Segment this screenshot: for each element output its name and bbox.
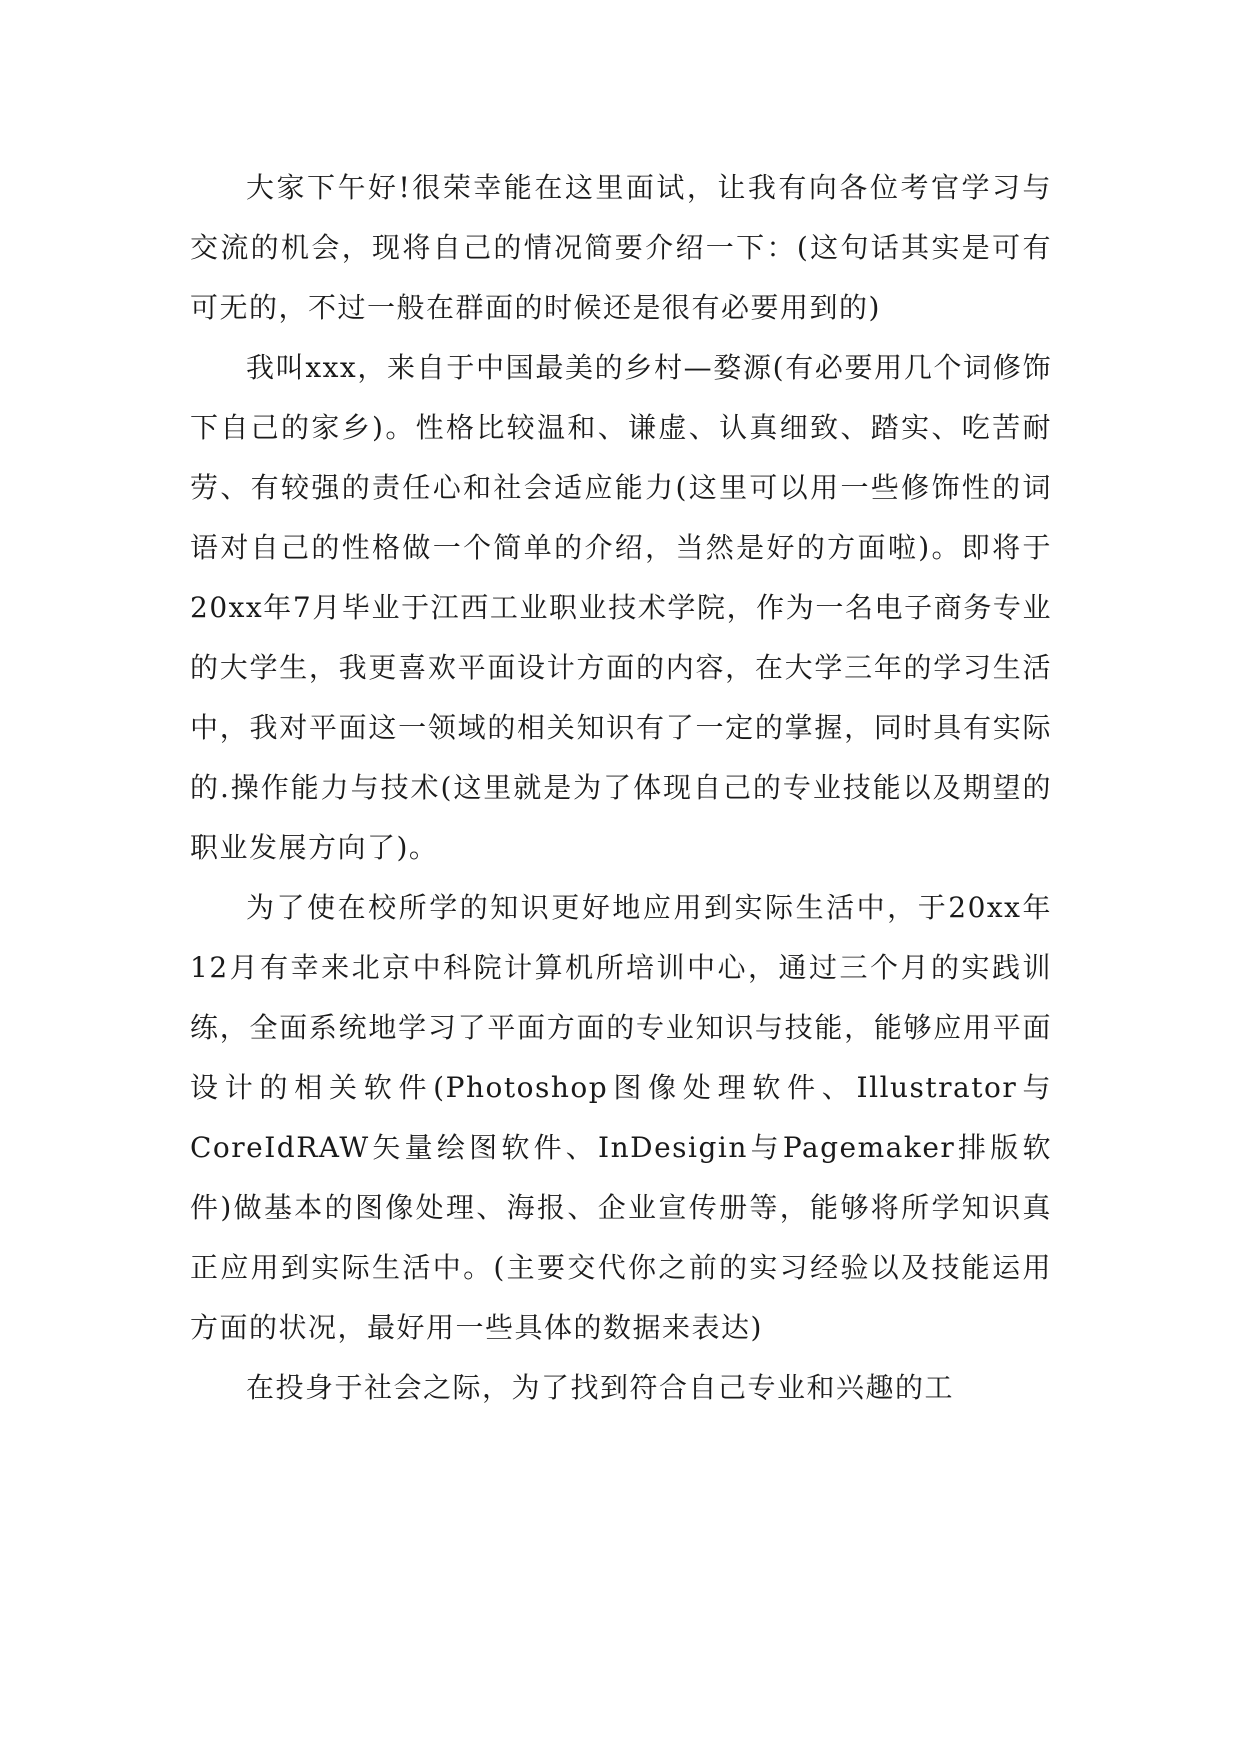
paragraph-self-introduction: 我叫xxx，来自于中国最美的乡村—婺源(有必要用几个词修饰下自己的家乡)。性格比较温和、谦虚、认真细致、踏实、吃苦耐劳、有较强的责任心和社会适应能力(这里可以用一些修饰性的词语对自己的性格做一个简单的介绍，当然是好的方面啦)。即将于20xx年7月毕业于江西工业职业技术学院，作为一名电子商务专业的大学生，我更喜欢平面设计方面的内容，在大学三年的学习生活中，我对平面这一领域的相关知识有了一定的掌握，同时具有实际的.操作能力与技术(这里就是为了体现自己的专业技能以及期望的职业发展方向了)。 bbox=[190, 351, 1052, 864]
paragraph-training-experience: 为了使在校所学的知识更好地应用到实际生活中，于20xx年12月有幸来北京中科院计算机所培训中心，通过三个月的实践训练，全面系统地学习了平面方面的专业知识与技能，能够应用平面设计的相关软件(Photoshop图像处理软件、Illustrator与CoreIdRAW矢量绘图软件、InDesigin与Pagemaker排版软件)做基本的图像处理、海报、企业宣传册等，能够将所学知识真正应用到实际生活中。(主要交代你之前的实习经验以及技能运用方面的状况，最好用一些具体的数据来表达) bbox=[190, 891, 1052, 1344]
paragraph-career-goal: 在投身于社会之际，为了找到符合自己专业和兴趣的工 bbox=[246, 1371, 955, 1404]
document-body bbox=[190, 158, 1052, 1418]
paragraph-greeting: 大家下午好!很荣幸能在这里面试，让我有向各位考官学习与交流的机会，现将自己的情况简要介绍一下：(这句话其实是可有可无的，不过一般在群面的时候还是很有必要用到的) bbox=[190, 171, 1052, 324]
